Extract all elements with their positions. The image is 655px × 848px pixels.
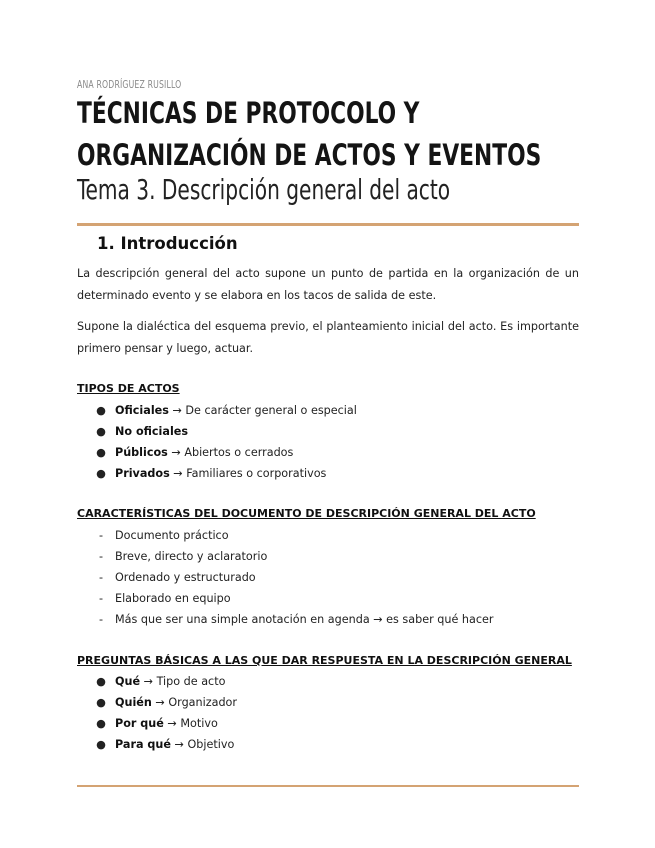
intro-paragraph-1: La descripción general del acto supone un punto de partida en la organización de un determinado evento y se elabora en los tacos de salida de este.	[77, 267, 579, 302]
list-item: ● Privados → Familiares o corporativos	[77, 463, 579, 484]
author-name: ANA RODRÍGUEZ RUSILLO	[77, 79, 182, 91]
top-divider	[77, 223, 579, 226]
list-item: ● Por qué → Motivo	[77, 713, 579, 734]
bullet-icon: ●	[96, 675, 106, 688]
preguntas-list	[77, 671, 579, 755]
bullet-icon: ●	[96, 696, 106, 709]
tipos-list	[77, 400, 579, 484]
dash-icon: -	[98, 571, 104, 584]
dash-icon: -	[98, 529, 104, 542]
bullet-icon: ●	[96, 717, 106, 730]
tipos-heading: TIPOS DE ACTOS	[77, 382, 180, 395]
list-item: - Elaborado en equipo	[77, 588, 579, 609]
bullet-icon: ●	[96, 738, 106, 751]
section-heading: 1. Introducción	[97, 234, 238, 253]
list-item: ● Públicos → Abiertos o cerrados	[77, 442, 579, 463]
bullet-icon: ●	[96, 446, 106, 459]
list-item: ● No oficiales	[77, 421, 579, 442]
bullet-icon: ●	[96, 467, 106, 480]
dash-icon: -	[98, 592, 104, 605]
bullet-icon: ●	[96, 425, 106, 438]
caracteristicas-heading: CARACTERÍSTICAS DEL DOCUMENTO DE DESCRIPCIÓN GENERAL DEL ACTO	[77, 507, 536, 520]
dash-icon: -	[98, 613, 104, 626]
list-item: ● Qué → Tipo de acto	[77, 671, 579, 692]
bullet-icon: ●	[96, 404, 106, 417]
list-item: ● Quién → Organizador	[77, 692, 579, 713]
list-item: - Breve, directo y aclaratorio	[77, 546, 579, 567]
list-item: - Documento práctico	[77, 525, 579, 546]
intro-paragraph-2: Supone la dialéctica del esquema previo, el planteamiento inicial del acto. Es importante primero pensar y luego, actuar.	[77, 320, 579, 355]
document-title: TÉCNICAS DE PROTOCOLO Y ORGANIZACIÓN DE ACTOS Y EVENTOS	[77, 96, 542, 172]
caracteristicas-list	[77, 525, 579, 630]
list-item: ● Oficiales → De carácter general o especial	[77, 400, 579, 421]
list-item: - Más que ser una simple anotación en agenda → es saber qué hacer	[77, 609, 579, 630]
document-subtitle: Tema 3. Descripción general del acto	[77, 173, 451, 206]
preguntas-heading: PREGUNTAS BÁSICAS A LAS QUE DAR RESPUESTA EN LA DESCRIPCIÓN GENERAL	[77, 654, 572, 667]
list-item: - Ordenado y estructurado	[77, 567, 579, 588]
bottom-divider	[77, 785, 579, 787]
dash-icon: -	[98, 550, 104, 563]
list-item: ● Para qué → Objetivo	[77, 734, 579, 755]
